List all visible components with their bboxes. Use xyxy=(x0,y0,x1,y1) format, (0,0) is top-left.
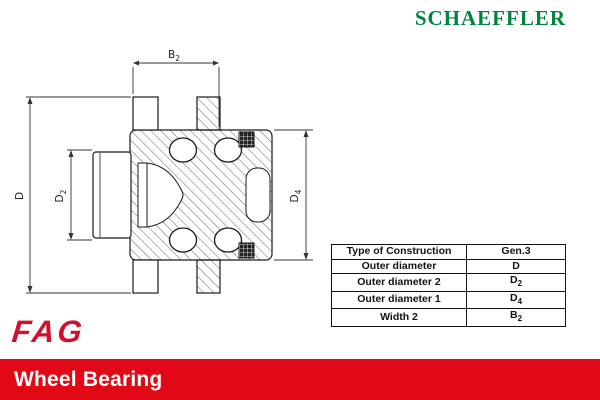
dimension-d2 xyxy=(54,150,92,240)
table-row xyxy=(332,259,566,274)
property-cell: Type of Construction xyxy=(332,245,467,260)
footer-bar xyxy=(0,359,600,400)
footer-title: Wheel Bearing xyxy=(14,367,163,391)
value-cell: Gen.3 xyxy=(467,245,566,260)
property-cell: Outer diameter 2 xyxy=(332,274,467,292)
dim-label-b2: $B_2$ xyxy=(168,49,180,63)
table-row xyxy=(332,291,566,309)
property-cell: Width 2 xyxy=(332,309,467,327)
dim-label-d2: $D_2$ xyxy=(54,189,68,203)
seal-top xyxy=(239,132,254,147)
table-row xyxy=(332,274,566,292)
dim-label-d: D xyxy=(14,191,26,201)
wheel-stud-top-right xyxy=(197,97,220,130)
bearing-ball xyxy=(215,138,242,162)
technical-drawing xyxy=(0,0,340,330)
hub-cap xyxy=(93,152,131,238)
wheel-stud-top-left xyxy=(133,97,158,130)
wheel-stud-bottom-left xyxy=(133,260,158,293)
dim-label-d4: $D_4$ xyxy=(289,189,303,203)
seal-bottom xyxy=(239,243,254,258)
bearing-ball xyxy=(170,138,197,162)
property-cell: Outer diameter 1 xyxy=(332,291,467,309)
value-cell: $D_4$ xyxy=(467,291,566,309)
table-row xyxy=(332,245,566,260)
bearing-ball xyxy=(215,228,242,252)
fag-logo: FAG xyxy=(10,314,87,349)
value-cell: $B_2$ xyxy=(467,309,566,327)
spec-table xyxy=(331,244,566,327)
spec-table-body xyxy=(332,245,566,327)
value-cell: $D_2$ xyxy=(467,274,566,292)
value-cell: D xyxy=(467,259,566,274)
table-row xyxy=(332,309,566,327)
wheel-stud-bottom-right xyxy=(197,260,220,293)
outer-ring-relief xyxy=(246,168,270,222)
bearing-ball xyxy=(170,228,197,252)
dimension-d4 xyxy=(274,130,313,260)
property-cell: Outer diameter xyxy=(332,259,467,274)
schaeffler-logo: SCHAEFFLER xyxy=(414,6,566,30)
